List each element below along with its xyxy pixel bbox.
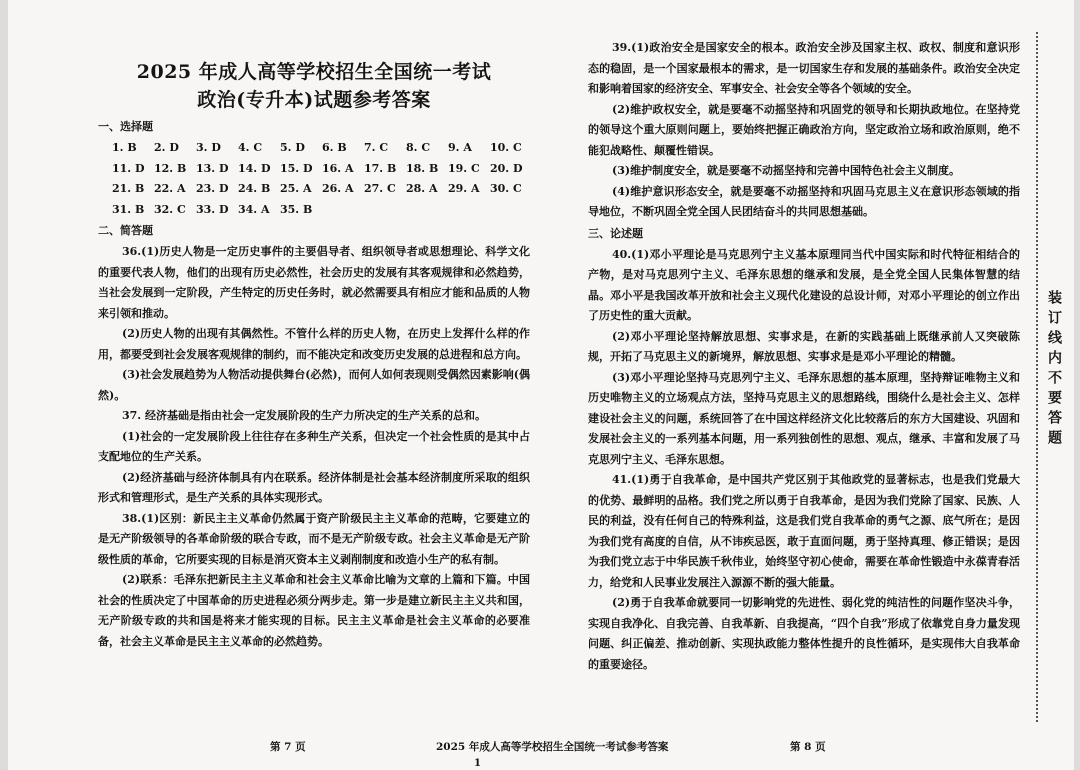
answer-item: 22. A	[154, 182, 186, 195]
paragraph: (2)经济基础与经济体制具有内在联系。经济体制是社会基本经济制度所采取的组织形式和管理形式，是生产关系的具体实现形式。	[98, 470, 530, 504]
answer-item: 15. D	[280, 161, 313, 175]
footer-page-right: 第 8 页	[790, 741, 826, 753]
left-column	[98, 58, 530, 652]
paragraph: 36.(1)历史人物是一定历史事件的主要倡导者、组织领导者或思想理论、科学文化的重要代表人物，他们的出现有历史必然性，社会历史的发展有其客观规律和必然趋势，当社会发展到一定阶段，产生特定的历史任务时，就必然需要具有相应才能和品质的人物来引领和推动。	[98, 245, 530, 320]
right-column	[588, 38, 1020, 675]
title-line-2: 政治(专升本)试题参考答案	[197, 89, 431, 111]
answer-grid	[98, 138, 530, 220]
answer-item: 2. D	[154, 141, 179, 154]
answer-item: 3. D	[196, 141, 221, 154]
answer-item: 13. D	[196, 161, 229, 175]
page-title	[98, 58, 530, 114]
answer-item: 17. B	[364, 161, 397, 175]
paragraph: 40.(1)邓小平理论是马克思列宁主义基本原理同当代中国实际和时代特征相结合的产物，是对马克思列宁主义、毛泽东思想的继承和发展，是全党全国人民集体智慧的结晶。邓小平是我国改革开放和社会主义现代化建设的总设计师，对邓小平理论的创立作出了历史性的重大贡献。	[588, 247, 1020, 322]
footer-page-left: 第 7 页	[270, 741, 306, 753]
answer-item: 21. B	[112, 182, 145, 195]
answer-item: 32. C	[154, 202, 186, 216]
paragraph: 37. 经济基础是指由社会一定发展阶段的生产力所决定的生产关系的总和。	[122, 409, 486, 422]
binding-line	[1036, 32, 1038, 722]
answer-item: 12. B	[154, 161, 187, 175]
section-heading-short: 二、简答题	[98, 224, 153, 237]
footer-center: 2025 年成人高等学校招生全国统一考试参考答案	[436, 741, 669, 753]
answer-item: 4. C	[238, 141, 263, 154]
answer-item: 6. B	[322, 141, 347, 154]
q39-body	[588, 38, 1020, 223]
answer-item: 14. D	[238, 161, 271, 175]
paragraph: (1)社会的一定发展阶段上往往存在多种生产关系，但决定一个社会性质的是其中占支配地位的生产关系。	[98, 429, 530, 463]
answer-item: 1. B	[112, 141, 137, 154]
answer-item: 26. A	[322, 182, 354, 195]
answer-item: 25. A	[280, 182, 312, 195]
paragraph: (3)社会发展趋势为人物活动提供舞台(必然)，而何人如何表现则受偶然因素影响(偶然)。	[98, 368, 530, 402]
paragraph: (2)联系：毛泽东把新民主主义革命和社会主义革命比喻为文章的上篇和下篇。中国社会的性质决定了中国革命的历史进程必须分两步走。第一步是建立新民主主义共和国，无产阶级专政的共和国是将来才能实现的目标。民主主义革命是社会主义革命的必要准备，社会主义革命是民主主义革命的必然趋势。	[98, 573, 530, 648]
section-heading-choice: 一、选择题	[98, 120, 153, 133]
answer-item: 27. C	[364, 182, 396, 195]
short-answer-body	[98, 242, 530, 652]
exam-sheet	[8, 0, 1074, 770]
paragraph: (2)邓小平理论坚持解放思想、实事求是，在新的实践基础上既继承前人又突破陈规，开拓了马克思主义的新境界，解放思想、实事求是是邓小平理论的精髓。	[588, 329, 1020, 363]
answer-item: 8. C	[406, 141, 431, 154]
paragraph: (3)维护制度安全，就是要毫不动摇坚持和完善中国特色社会主义制度。	[612, 164, 961, 177]
answer-item: 33. D	[196, 202, 229, 216]
paragraph: (2)勇于自我革命就要同一切影响党的先进性、弱化党的纯洁性的问题作坚决斗争，实现自我净化、自我完善、自我革新、自我提高，“四个自我”形成了依靠党自身力量发现问题、纠正偏差、推动创新、实现执政能力整体性提升的良性循环，是实现伟大自我革命的重要途径。	[588, 596, 1020, 671]
answer-item: 35. B	[280, 202, 313, 216]
answer-item: 34. A	[238, 202, 270, 216]
paragraph: 38.(1)区别：新民主主义革命仍然属于资产阶级民主主义革命的范畴，它要建立的是无产阶级领导的各革命阶级的联合专政，而不是无产阶级专政。社会主义革命是无产阶级性质的革命，它所要实现的目标是消灭资本主义剥削制度和改造小生产的私有制。	[98, 511, 530, 566]
paragraph: (3)邓小平理论坚持马克思列宁主义、毛泽东思想的基本原理，坚持辩证唯物主义和历史唯物主义的立场观点方法，坚持马克思主义的思想路线，围绕什么是社会主义、怎样建设社会主义的问题，系统回答了在中国这样经济文化比较落后的东方大国建设、巩固和发展社会主义的一系列基本问题，用一系列独创性的思想、观点，继承、丰富和发展了马克思列宁主义、毛泽东思想。	[588, 370, 1020, 466]
answer-item: 20. D	[490, 161, 523, 175]
answer-item: 7. C	[364, 141, 389, 154]
answer-item: 18. B	[406, 161, 439, 175]
paragraph: (4)维护意识形态安全，就是要毫不动摇坚持和巩固马克思主义在意识形态领域的指导地位，不断巩固全党全国人民团结奋斗的共同思想基础。	[588, 184, 1020, 218]
section-heading-essay: 三、论述题	[588, 226, 643, 240]
paragraph: (2)历史人物的出现有其偶然性。不管什么样的历史人物，在历史上发挥什么样的作用，都要受到社会发展客观规律的制约，而不能决定和改变历史发展的总进程和总方向。	[98, 327, 530, 361]
answer-item: 9. A	[448, 141, 472, 154]
title-line-1: 2025 年成人高等学校招生全国统一考试	[136, 61, 492, 83]
answer-item: 16. A	[322, 161, 354, 175]
answer-item: 23. D	[196, 182, 229, 195]
answer-item: 19. C	[448, 161, 480, 175]
answer-item: 31. B	[112, 202, 145, 216]
page-mark: 1	[474, 758, 481, 769]
paragraph: (2)维护政权安全，就是要毫不动摇坚持和巩固党的领导和长期执政地位。在坚持党的领导这个重大原则问题上，要始终把握正确政治方向，坚定政治立场和政治原则，绝不能犯战略性、颠覆性错误。	[588, 102, 1020, 157]
answer-item: 24. B	[238, 182, 271, 195]
answer-item: 5. D	[280, 141, 305, 154]
paragraph: 41.(1)勇于自我革命，是中国共产党区别于其他政党的显著标志，也是我们党最大的优势、最鲜明的品格。我们党之所以勇于自我革命，是因为我们党除了国家、民族、人民的利益，没有任何自己的特殊利益，这是我们党自我革命的勇气之源、底气所在；是因为我们党有高度的自信，从不讳疾忌医，敢于直面问题，勇于坚持真理、修正错误；是因为我们党立志于中华民族千秋伟业，始终坚守初心使命，需要在革命性锻造中永葆青春活力，给党和人民事业发展注入源源不断的强大能量。	[588, 473, 1020, 589]
answer-item: 11. D	[112, 161, 145, 175]
paragraph: 39.(1)政治安全是国家安全的根本。政治安全涉及国家主权、政权、制度和意识形态的稳固，是一个国家最根本的需求，是一切国家生存和发展的基础条件。政治安全决定和影响着国家的经济安全、军事安全、社会安全等各个领域的安全。	[588, 41, 1020, 95]
essay-body	[588, 245, 1020, 676]
answer-item: 28. A	[406, 182, 438, 195]
answer-item: 30. C	[490, 182, 522, 195]
answer-item: 10. C	[490, 141, 522, 154]
answer-item: 29. A	[448, 182, 480, 195]
binding-note: 装订线内不要答题	[1046, 290, 1062, 450]
